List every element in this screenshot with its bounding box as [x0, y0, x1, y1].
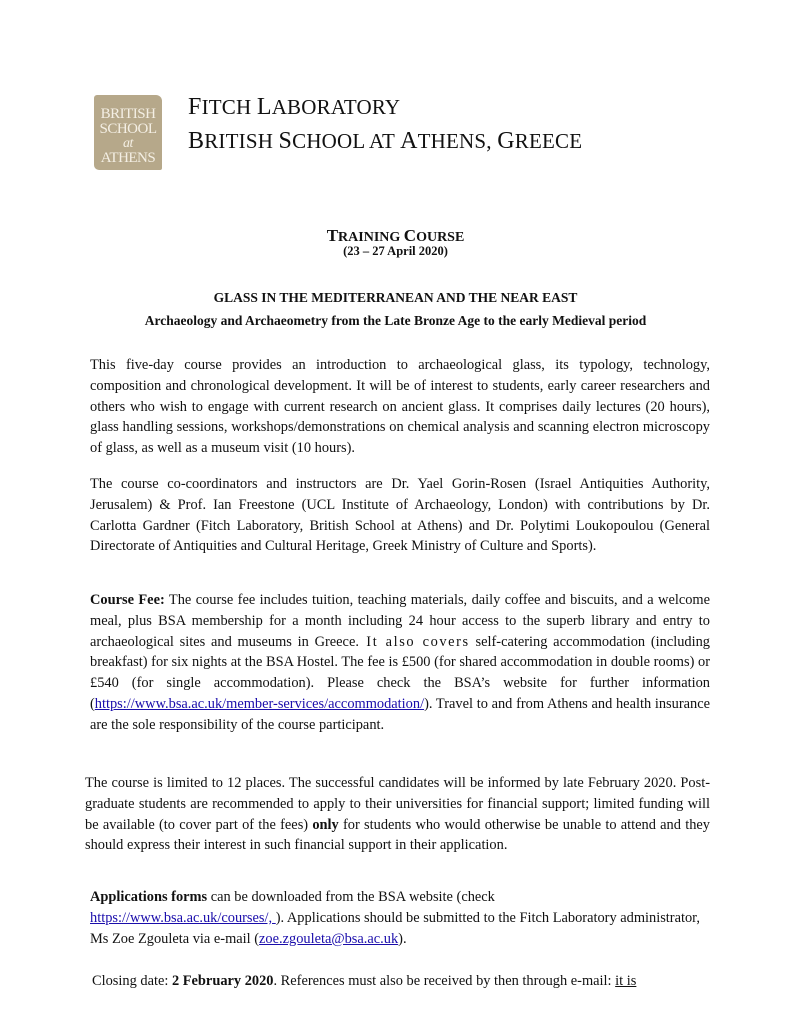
accommodation-link[interactable]: https://www.bsa.ac.uk/member-services/accommodation/ — [94, 695, 425, 712]
header-text: CHOOL AT — [292, 129, 401, 153]
label-text: C — [403, 226, 417, 245]
applications-paragraph — [90, 887, 710, 949]
header-text: ABORATORY — [271, 95, 401, 119]
places-emphasis: only — [312, 816, 339, 833]
header-bsa-greece — [188, 128, 582, 155]
fee-text: self-catering accommodation (including breakfast) for six nights at the BSA Hostel. The fee is £500 (for shared accommodation in double rooms) or £540 (for single accommodation). Please check the BSA’s website for further information ( — [90, 633, 710, 712]
closing-date: 2 February 2020 — [171, 973, 274, 989]
course-title: GLASS IN THE MEDITERRANEAN AND THE NEAR EAST — [213, 290, 578, 305]
label-text: OURSE — [416, 230, 465, 245]
bsa-logo — [94, 95, 162, 170]
course-subtitle: Archaeology and Archaeometry from the Late Bronze Age to the early Medieval period — [144, 313, 647, 328]
header-text: F — [188, 94, 202, 120]
course-dates: (23 – 27 April 2020) — [343, 244, 448, 258]
instructors-paragraph: The course co-coordinators and instructors are Dr. Yael Gorin-Rosen (Israel Antiquities Authority, Jerusalem) & Prof. Ian Freestone (UCL Institute of Archaeology, London) with contributions by Dr. Carlotta Gardner (Fitch Laboratory, British School at Athens) and Dr. Polytimi Loukopoulou (General Directorate of Antiquities and Cultural Heritage, Greek Ministry of Culture and Sports). — [90, 476, 710, 555]
courses-link[interactable]: https://www.bsa.ac.uk/courses/, — [90, 909, 276, 926]
closing-text: . References must also be received by then through e-mail: — [273, 973, 616, 989]
applications-text: ). Applications should be submitted to the Fitch Laboratory administrator, Ms Zoe Zgouleta via e-mail ( — [90, 909, 700, 947]
intro-paragraph: This five-day course provides an introduction to archaeological glass, its typology, technology, composition and chronological development. It will be of interest to students, early career researchers and others who wish to engage with current research on ancient glass. It comprises daily lectures (20 hours), glass handling sessions, workshops/demonstrations on chemical analysis and scanning electron microscopy of glass, as well as a museum visit (10 hours). — [90, 357, 710, 457]
fee-text: The course fee includes tuition, teaching materials, daily coffee and biscuits, and a welcome meal, plus BSA membership for a month including 24 hour access to the superb library and entry to archaeological sites and museums in Greece. — [90, 592, 711, 650]
applications-text: can be downloaded from the BSA website (check — [207, 889, 495, 905]
fee-text: ). Travel to and from Athens and health insurance are the sole responsibility of the course participant. — [90, 695, 710, 733]
applications-label: Applications forms — [90, 889, 208, 905]
header-text: S — [278, 128, 293, 154]
label-text: T — [326, 226, 339, 245]
fee-text: It also covers — [358, 633, 470, 650]
applications-text: ). — [398, 930, 407, 947]
logo-line: at — [123, 136, 133, 151]
header-fitch-laboratory — [188, 94, 400, 121]
logo-line: SCHOOL — [99, 121, 157, 137]
header-text: REECE — [514, 129, 583, 153]
header-text: ITCH — [201, 95, 257, 119]
places-paragraph — [85, 773, 710, 856]
header-text: G — [497, 128, 515, 154]
label-text: RAINING — [338, 230, 404, 245]
training-course-label — [0, 226, 791, 246]
places-text: The course is limited to 12 places. The successful candidates will be informed by late February 2020. Post-graduate students are recommended to apply to their universities for financial support; limited funding will be available (to cover part of the fees) — [85, 775, 710, 833]
logo-line: ATHENS — [100, 150, 156, 166]
closing-underlined-text: it is — [615, 973, 637, 989]
course-fee-paragraph — [90, 590, 710, 736]
logo-line: BRITISH — [100, 106, 156, 122]
header-text: A — [400, 128, 418, 154]
header-text: RITISH — [204, 129, 279, 153]
closing-text: Closing date: — [92, 973, 172, 989]
email-link[interactable]: zoe.zgouleta@bsa.ac.uk — [259, 930, 399, 947]
places-text: for students who would otherwise be unable to attend and they should express their interest in such financial support in their application. — [85, 816, 710, 854]
course-fee-label: Course Fee: — [90, 592, 165, 608]
header-text: L — [256, 94, 272, 120]
closing-date-paragraph — [92, 971, 712, 992]
header-text: B — [188, 128, 205, 154]
header-text: THENS, — [417, 129, 498, 153]
